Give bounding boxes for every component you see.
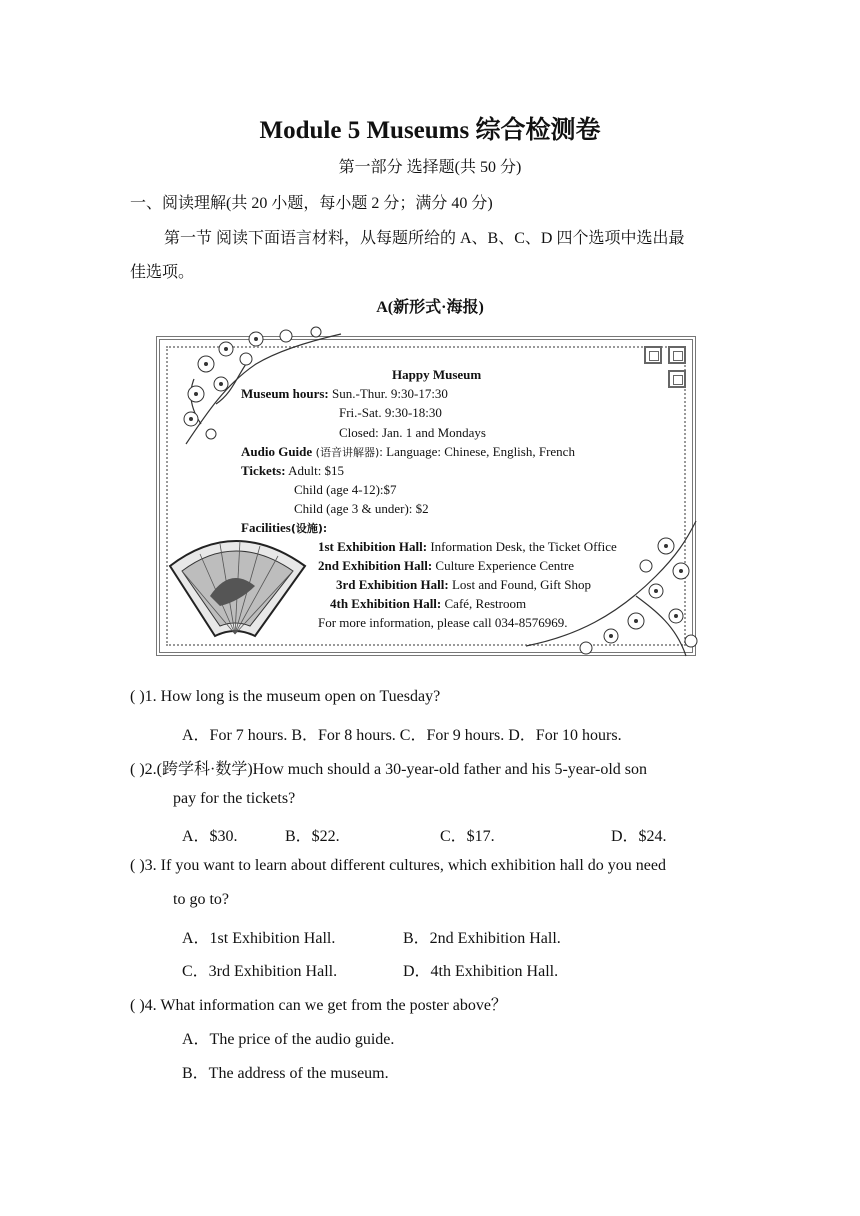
audio-label-cn: (语音讲解器) [312,446,380,459]
question-2-cont: pay for the tickets? [173,790,296,807]
part-heading: 第一部分 选择题(共 50 分) [338,159,522,176]
tickets-infant: Child (age 3 & under): $2 [294,501,429,516]
audio-text: : Language: Chinese, English, French [379,444,575,459]
poster-contact: For more information, please call 034-8576969. [318,615,568,630]
facilities-label-cn: (设施) [290,522,323,535]
q3-option-c: C．3rd Exhibition Hall. [182,963,338,980]
folding-fan-icon [160,526,310,646]
question-1: ( )1. How long is the museum open on Tuesday? [130,688,441,705]
q4-option-b: B．The address of the museum. [182,1065,389,1082]
question-3-cont: to go to? [173,891,229,908]
instruction-line-2: 佳选项。 [130,264,195,281]
hall3-text: Lost and Found, Gift Shop [448,577,591,592]
hall2-label: 2nd Exhibition Hall: [318,558,433,573]
q2-option-a: A．$30. [182,828,238,845]
q4-option-a: A．The price of the audio guide. [182,1031,395,1048]
tickets-adult: Adult: $15 [285,463,345,478]
question-4: ( )4. What information can we get from the poster above？ [130,997,507,1014]
hours-weekend: Fri.-Sat. 9:30-18:30 [339,405,442,420]
q2-option-d: D．$24. [611,828,667,845]
hall1-text: Information Desk, the Ticket Office [427,539,617,554]
hours-closed: Closed: Jan. 1 and Mondays [339,425,486,440]
q2-option-c: C．$17. [440,828,495,845]
hall1-label: 1st Exhibition Hall: [318,539,428,554]
q3-option-a: A．1st Exhibition Hall. [182,930,336,947]
facilities-colon: : [322,520,328,535]
hall3-label: 3rd Exhibition Hall: [336,577,449,592]
question-1-options: A．For 7 hours. B．For 8 hours. C．For 9 hours. D．For 10 hours. [182,727,622,744]
corner-ornament-icon [668,346,686,364]
question-2: ( )2.(跨学科·数学)How much should a 30-year-old father and his 5-year-old son [130,761,648,778]
hours-label: Museum hours: [241,386,329,401]
facilities-label: Facilities [241,520,291,535]
passage-label: A(新形式·海报) [376,299,484,316]
hall4-label: 4th Exhibition Hall: [330,596,442,611]
audio-label: Audio Guide [241,444,313,459]
hours-weekday: Sun.-Thur. 9:30-17:30 [328,386,448,401]
tickets-child: Child (age 4-12):$7 [294,482,397,497]
hall2-text: Culture Experience Centre [432,558,575,573]
tickets-label: Tickets: [241,463,286,478]
section-heading: 一、阅读理解(共 20 小题，每小题 2 分；满分 40 分) [130,195,493,212]
corner-ornament-icon [668,370,686,388]
instruction-line-1: 第一节 阅读下面语言材料，从每题所给的 A、B、C、D 四个选项中选出最 [164,230,685,247]
poster-title: Happy Museum [392,367,482,382]
q2-option-b: B．$22. [285,828,340,845]
museum-poster [156,336,700,660]
question-3: ( )3. If you want to learn about different cultures, which exhibition hall do you need [130,857,666,874]
q3-option-d: D．4th Exhibition Hall. [403,963,559,980]
corner-ornament-icon [644,346,662,364]
hall4-text: Café, Restroom [441,596,527,611]
q3-option-b: B．2nd Exhibition Hall. [403,930,561,947]
page-title: Module 5 Museums 综合检测卷 [259,117,601,144]
